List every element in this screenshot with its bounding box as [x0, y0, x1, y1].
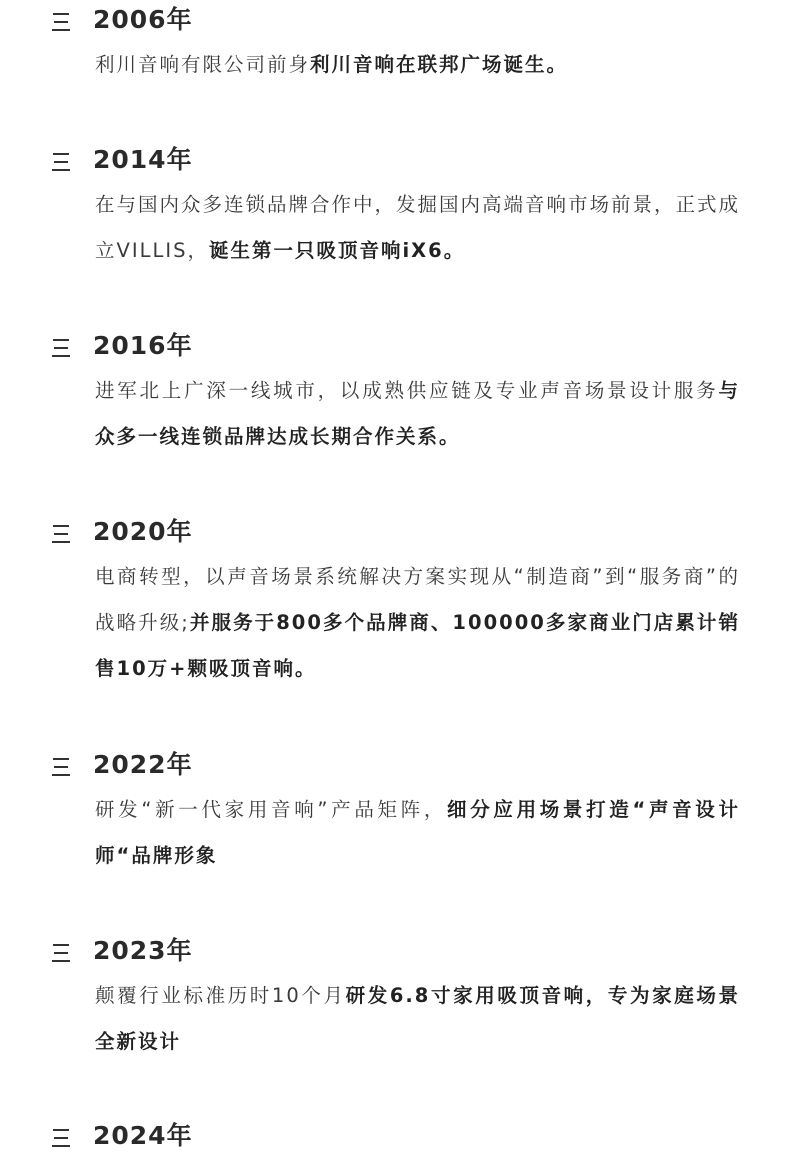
menu-lines-icon	[52, 150, 70, 172]
menu-lines-icon	[52, 336, 70, 358]
description-text: 利川音响有限公司前身	[95, 53, 311, 76]
description-highlight: 利川音响在联邦广场诞生。	[310, 53, 569, 76]
timeline-year: 2020年	[93, 517, 193, 546]
timeline-year: 2006年	[93, 5, 193, 34]
description-highlight: 并服务于800多个品牌商、100000多家商业门店累计销售10万+颗吸顶音响。	[95, 611, 740, 680]
description-text: 电商转型，以声音场景系统解决方案实现从“制造商”到“服务商”的战略升级;	[95, 565, 740, 634]
menu-lines-icon	[52, 755, 70, 777]
description-text: 在与国内众多连锁品牌合作中，发掘国内高端音响市场前景，正式成立VILLIS，	[95, 193, 741, 262]
menu-lines-icon	[52, 1126, 70, 1148]
timeline-year: 2016年	[93, 331, 193, 360]
timeline-description	[95, 973, 740, 1065]
timeline-year: 2023年	[93, 936, 193, 965]
timeline-description	[95, 368, 740, 460]
menu-lines-icon	[52, 941, 70, 963]
timeline-year: 2024年	[93, 1121, 193, 1150]
description-highlight: 诞生第一只吸顶音响iX6。	[208, 239, 466, 262]
timeline-description	[95, 42, 740, 88]
description-highlight: 研发6.8寸家用吸顶音响，专为家庭场景全新设计	[95, 984, 740, 1053]
timeline-description	[95, 787, 740, 879]
description-text: 研发“新一代家用音响”产品矩阵，	[95, 798, 448, 821]
description-text: 颠覆行业标准历时10个月	[95, 984, 346, 1007]
description-highlight: 与众多一线连锁品牌达成长期合作关系。	[95, 379, 740, 448]
menu-lines-icon	[52, 10, 70, 32]
description-highlight: 细分应用场景打造“声音设计师“品牌形象	[95, 798, 740, 867]
timeline-year: 2022年	[93, 750, 193, 779]
description-text: 进军北上广深一线城市，以成熟供应链及专业声音场景设计服务	[95, 379, 719, 402]
timeline-description	[95, 182, 740, 274]
menu-lines-icon	[52, 522, 70, 544]
timeline-year: 2014年	[93, 145, 193, 174]
timeline-description	[95, 554, 740, 692]
